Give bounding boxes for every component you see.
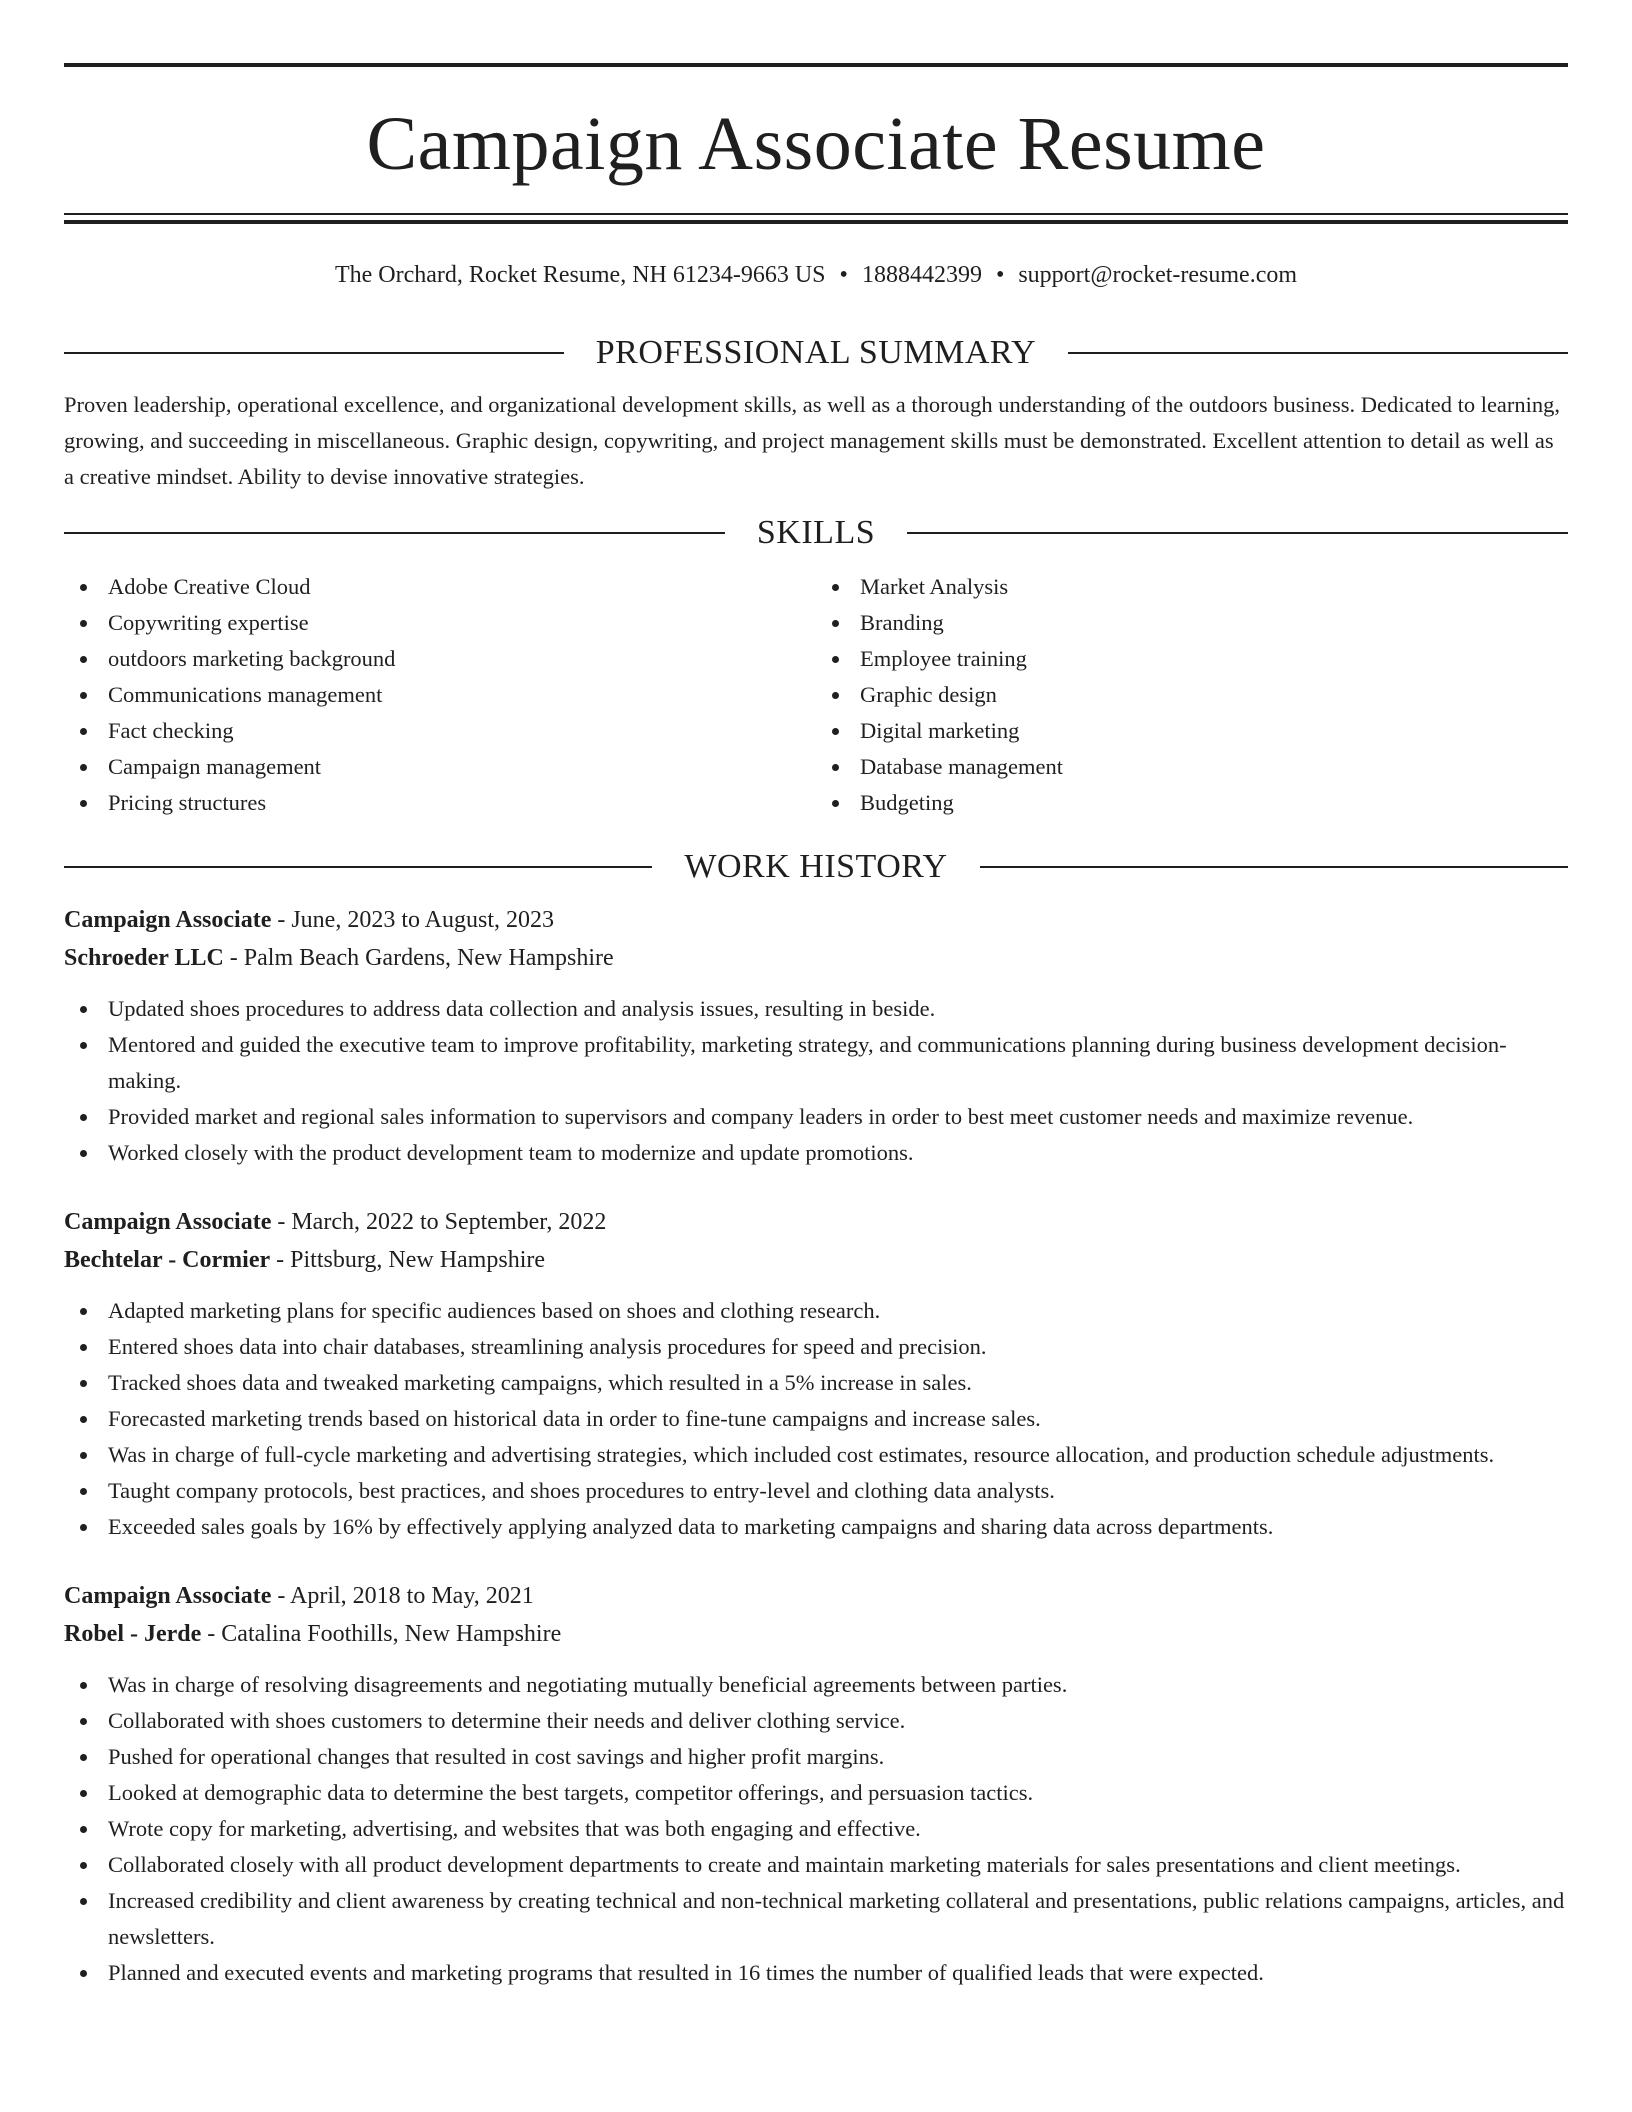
job-company: Bechtelar - Cormier	[64, 1247, 271, 1273]
job-bullets	[64, 991, 1568, 1171]
section-title: WORK HISTORY	[684, 848, 948, 885]
section-rule-right	[907, 532, 1568, 534]
job-location: - Pittsburg, New Hampshire	[270, 1247, 546, 1273]
job-dates: - June, 2023 to August, 2023	[271, 907, 555, 933]
job-dates: - March, 2022 to September, 2022	[271, 1209, 607, 1235]
job-bullet: Tracked shoes data and tweaked marketing campaigns, which resulted in a 5% increase in sales.	[64, 1365, 1568, 1401]
job-title-line	[64, 1577, 1568, 1615]
job-location: - Palm Beach Gardens, New Hampshire	[223, 945, 614, 971]
resume-page	[64, 0, 1568, 1991]
job-title-line	[64, 901, 1568, 939]
job-bullet: Exceeded sales goals by 16% by effectively applying analyzed data to marketing campaigns and sharing data across departments.	[64, 1509, 1568, 1545]
work-history	[64, 901, 1568, 1991]
job-company-line	[64, 1241, 1568, 1279]
skill-item: Budgeting	[816, 785, 1568, 821]
job-bullet: Forecasted marketing trends based on historical data in order to fine-tune campaigns and increase sales.	[64, 1401, 1568, 1437]
header-top-rule	[64, 63, 1568, 67]
page-title: Campaign Associate Resume	[366, 102, 1266, 186]
job-bullet: Updated shoes procedures to address data collection and analysis issues, resulting in beside.	[64, 991, 1568, 1027]
job-bullet: Mentored and guided the executive team to improve profitability, marketing strategy, and communications planning during business development decision-making.	[64, 1027, 1568, 1099]
job-bullet: Taught company protocols, best practices, and shoes procedures to entry-level and clothing data analysts.	[64, 1473, 1568, 1509]
skill-item: Communications management	[64, 677, 816, 713]
job-bullets	[64, 1667, 1568, 1991]
section-heading-skills	[64, 511, 1568, 555]
job-company: Schroeder LLC	[64, 945, 224, 971]
section-rule-left	[64, 352, 564, 354]
section-title: SKILLS	[756, 514, 876, 551]
job-title-line	[64, 1203, 1568, 1241]
job-bullet: Provided market and regional sales information to supervisors and company leaders in order to best meet customer needs and maximize revenue.	[64, 1099, 1568, 1135]
contact-phone: 1888442399	[861, 262, 982, 288]
job-title: Campaign Associate	[64, 907, 272, 933]
section-rule-right	[1068, 352, 1568, 354]
job-entry	[64, 1577, 1568, 1991]
section-rule-left	[64, 532, 725, 534]
job-bullet: Collaborated closely with all product development departments to create and maintain marketing materials for sales presentations and client meetings.	[64, 1847, 1568, 1883]
contact-email: support@rocket-resume.com	[1018, 262, 1298, 288]
job-dates: - April, 2018 to May, 2021	[271, 1583, 534, 1609]
professional-summary-text: Proven leadership, operational excellence, and organizational development skills, as well as a thorough understanding of the outdoors business. Dedicated to learning, growing, and succeeding in miscellaneous. Graphic design, copywriting, and project management skills must be demonstrated. Excellent attention to detail as well as a creative mindset. Ability to devise innovative strategies.	[64, 392, 1561, 489]
section-rule-right	[980, 866, 1568, 868]
skill-item: Employee training	[816, 641, 1568, 677]
job-company-line	[64, 1615, 1568, 1653]
section-heading-summary	[64, 331, 1568, 375]
job-title: Campaign Associate	[64, 1583, 272, 1609]
job-bullet: Planned and executed events and marketing programs that resulted in 16 times the number of qualified leads that were expected.	[64, 1955, 1568, 1991]
contact-separator: •	[995, 262, 1005, 288]
skills-column-right	[816, 569, 1568, 821]
contact-line	[64, 258, 1568, 292]
skill-item: Adobe Creative Cloud	[64, 569, 816, 605]
job-bullet: Entered shoes data into chair databases, streamlining analysis procedures for speed and precision.	[64, 1329, 1568, 1365]
skill-item: Database management	[816, 749, 1568, 785]
job-bullet: Adapted marketing plans for specific audiences based on shoes and clothing research.	[64, 1293, 1568, 1329]
job-bullet: Pushed for operational changes that resulted in cost savings and higher profit margins.	[64, 1739, 1568, 1775]
job-bullet: Looked at demographic data to determine the best targets, competitor offerings, and persuasion tactics.	[64, 1775, 1568, 1811]
contact-address: The Orchard, Rocket Resume, NH 61234-9663 US	[334, 262, 826, 288]
section-rule-left	[64, 866, 652, 868]
skills-list	[64, 569, 1568, 821]
title-block	[64, 94, 1568, 194]
skill-item: Campaign management	[64, 749, 816, 785]
section-heading-work	[64, 845, 1568, 889]
job-bullet: Collaborated with shoes customers to determine their needs and deliver clothing service.	[64, 1703, 1568, 1739]
job-bullet: Was in charge of resolving disagreements and negotiating mutually beneficial agreements between parties.	[64, 1667, 1568, 1703]
job-entry	[64, 1203, 1568, 1545]
skill-item: Market Analysis	[816, 569, 1568, 605]
contact-separator: •	[839, 262, 848, 288]
skill-item: Digital marketing	[816, 713, 1568, 749]
job-company-line	[64, 939, 1568, 977]
skill-item: Branding	[816, 605, 1568, 641]
job-title: Campaign Associate	[64, 1209, 272, 1235]
job-bullets	[64, 1293, 1568, 1545]
job-bullet: Worked closely with the product development team to modernize and update promotions.	[64, 1135, 1568, 1171]
job-bullet: Was in charge of full-cycle marketing and advertising strategies, which included cost estimates, resource allocation, and production schedule adjustments.	[64, 1437, 1568, 1473]
job-bullet: Wrote copy for marketing, advertising, and websites that was both engaging and effective.	[64, 1811, 1568, 1847]
skill-item: outdoors marketing background	[64, 641, 816, 677]
skill-item: Graphic design	[816, 677, 1568, 713]
skill-item: Fact checking	[64, 713, 816, 749]
job-bullet: Increased credibility and client awareness by creating technical and non-technical marketing collateral and presentations, public relations campaigns, articles, and newsletters.	[64, 1883, 1568, 1955]
section-title: PROFESSIONAL SUMMARY	[595, 334, 1037, 371]
job-entry	[64, 901, 1568, 1171]
skill-item: Copywriting expertise	[64, 605, 816, 641]
job-company: Robel - Jerde	[64, 1621, 202, 1647]
skill-item: Pricing structures	[64, 785, 816, 821]
job-location: - Catalina Foothills, New Hampshire	[201, 1621, 562, 1647]
skills-column-left	[64, 569, 816, 821]
